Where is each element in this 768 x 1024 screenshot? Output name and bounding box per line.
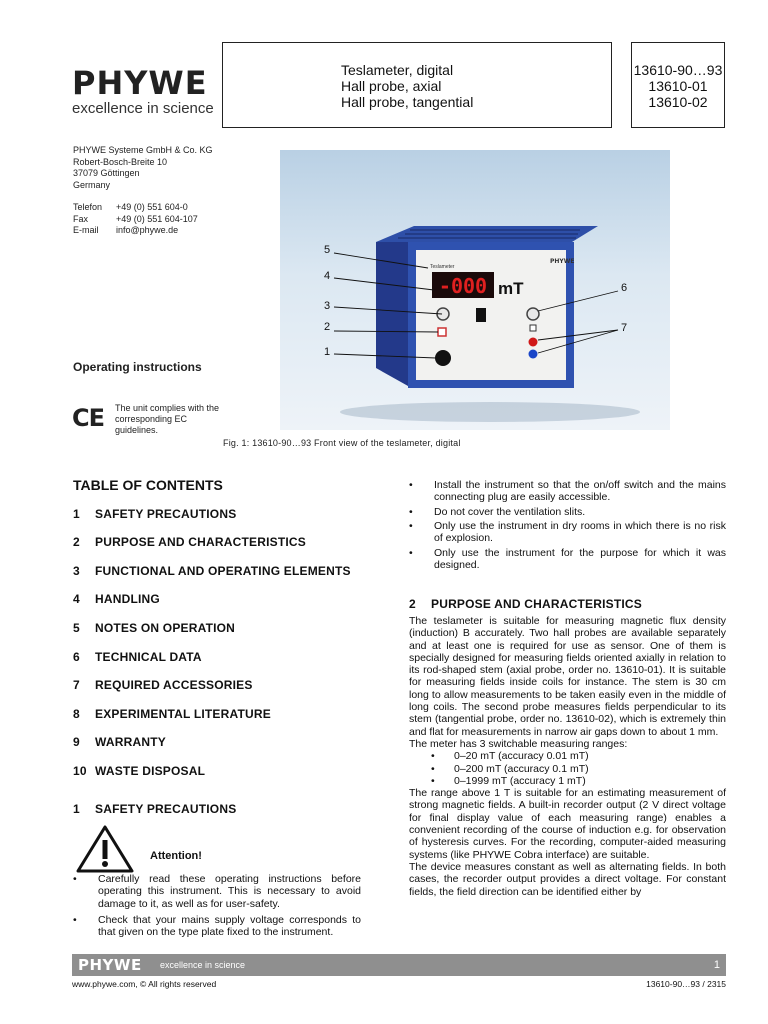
toc-item-label: NOTES ON OPERATION	[95, 621, 236, 635]
fax-label: Fax	[73, 213, 89, 224]
footer-doc-id: 13610-90…93 / 2315	[646, 979, 726, 989]
operating-instructions-label: Operating instructions	[73, 360, 202, 374]
country: Germany	[73, 179, 111, 190]
list-item: • 0–1999 mT (accuracy 1 mT)	[431, 774, 586, 787]
device-label: Teslameter	[430, 264, 455, 270]
device-brand: PHYWE	[550, 258, 575, 265]
range-item-2: 0–200 mT (accuracy 0.1 mT)	[454, 762, 589, 775]
figure-caption: Fig. 1: 13610-90…93 Front view of the teslameter, digital	[223, 438, 461, 448]
page-number: 1	[713, 959, 720, 971]
install-bullet-4: Only use the instrument for the purpose for which it was designed.	[434, 547, 726, 572]
install-bullet-2: Do not cover the ventilation slits.	[434, 506, 586, 518]
output-socket-blue	[529, 350, 538, 359]
output-socket-red	[529, 338, 538, 347]
toc-item-number: 5	[73, 621, 80, 635]
section-number: 2	[409, 597, 416, 611]
callout-5: 5	[324, 244, 331, 256]
title-line-2: Hall probe, axial	[341, 78, 442, 94]
device-photo	[280, 150, 670, 430]
section-heading-safety	[73, 802, 236, 816]
section-heading-purpose	[409, 597, 642, 611]
toc-item-10[interactable]	[73, 764, 205, 778]
toc-item-label: TECHNICAL DATA	[95, 650, 202, 664]
toc-item-1[interactable]	[73, 507, 236, 521]
order-number-2: 13610-01	[648, 78, 708, 94]
section-title: PURPOSE AND CHARACTERISTICS	[431, 597, 642, 611]
email-label: E-mail	[73, 225, 99, 235]
range-item-3: 0–1999 mT (accuracy 1 mT)	[454, 774, 586, 787]
fax-number: +49 (0) 551 604-107	[116, 213, 198, 224]
toc-item-label: HANDLING	[95, 592, 160, 606]
section-title: SAFETY PRECAUTIONS	[95, 802, 237, 816]
logo-wordmark: PHYWE	[72, 64, 208, 102]
list-item: • 0–200 mT (accuracy 0.1 mT)	[431, 762, 589, 775]
title-box	[222, 42, 612, 128]
title-line-1: Teslameter, digital	[341, 62, 454, 78]
warning-icon	[76, 825, 134, 878]
city: 37079 Göttingen	[73, 168, 140, 178]
toc-item-7[interactable]	[73, 678, 253, 692]
toc-item-label: EXPERIMENTAL LITERATURE	[95, 707, 271, 721]
display-unit: mT	[498, 279, 524, 298]
attention-label: Attention!	[150, 850, 202, 862]
toc-item-number: 7	[73, 678, 80, 692]
logo-tagline: excellence in science	[72, 100, 214, 117]
order-number-3: 13610-02	[648, 94, 708, 110]
section-number: 1	[73, 802, 80, 816]
footer-bar	[72, 954, 726, 976]
phone-number: +49 (0) 551 604-0	[116, 202, 188, 212]
toc-item-3[interactable]	[73, 564, 351, 578]
toc-item-number: 3	[73, 564, 80, 578]
toc-item-number: 1	[73, 507, 80, 521]
callout-1: 1	[324, 346, 331, 358]
street: Robert-Bosch-Breite 10	[73, 156, 168, 167]
ce-mark-icon: CE	[72, 404, 105, 432]
list-item: • Do not cover the ventilation slits.	[409, 506, 726, 518]
phone-label: Telefon	[73, 202, 103, 212]
callout-6: 6	[621, 282, 628, 294]
safety-bullet-2: Check that your mains supply voltage corresponds to that given on the type plate fixed to the instrument.	[98, 914, 361, 939]
toc-item-2[interactable]	[73, 535, 306, 549]
company-address	[73, 145, 213, 237]
install-bullet-3: Only use the instrument in dry rooms in which there is no risk of explosion.	[434, 520, 726, 545]
toc-item-label: SAFETY PRECAUTIONS	[95, 507, 237, 521]
footer-copyright[interactable]: www.phywe.com, © All rights reserved	[72, 979, 217, 989]
toc-item-label: FUNCTIONAL AND OPERATING ELEMENTS	[95, 564, 351, 578]
purpose-paragraph-2: The range above 1 T is suitable for an estimating measurement of strong magnetic fields. A built-in recorder output (2 V direct voltage for final display value of each measuring range) enables a convenient recording of the course of induction e.g. for observation of hysteresis curves. For the recording, computer-aided measuring systems (like PHYWE Cobra interface) are suitable.	[409, 787, 726, 861]
company-name: PHYWE Systeme GmbH & Co. KG	[73, 145, 213, 155]
email-address[interactable]: info@phywe.de	[116, 225, 179, 235]
toc-item-label: WASTE DISPOSAL	[95, 764, 206, 778]
toc-item-number: 4	[73, 592, 80, 606]
offset-knob	[527, 308, 539, 320]
display-readout: -000	[438, 274, 488, 298]
purpose-paragraph-3: The device measures constant as well as alternating fields. In both cases, the recorder output provides a direct voltage. For constant fields, the field direction can be identified either by	[409, 860, 726, 898]
callout-3: 3	[324, 300, 331, 312]
list-item: • Install the instrument so that the on/off switch and the mains connecting plug are easily accessible.	[409, 479, 726, 504]
title-line-3: Hall probe, tangential	[341, 94, 474, 110]
toc-item-label: WARRANTY	[95, 735, 166, 749]
phywe-logo	[72, 66, 222, 118]
footer-logo: PHYWE	[78, 956, 142, 974]
list-item: • Only use the instrument in dry rooms in which there is no risk of explosion.	[409, 520, 726, 545]
list-item: • Carefully read these operating instructions before operating this instrument. This is necessary to avoid damage to it, as well as for user-safety.	[73, 873, 361, 910]
toc-item-number: 2	[73, 535, 80, 549]
toc-item-8[interactable]	[73, 707, 271, 721]
ranges-intro: The meter has 3 switchable measuring ranges:	[409, 737, 628, 750]
toc-item-6[interactable]	[73, 650, 202, 664]
purpose-body	[409, 615, 726, 898]
power-switch	[435, 350, 451, 366]
purpose-paragraph-1: The teslameter is suitable for measuring magnetic flux density (induction) B accurately. Two hall probes are available separately and at least one is required for use as sensor. One of them is specially designed for measuring fields oriented axially in relation to its rod-shaped stem (axial probe, order no. 13610-01). It is suitable for measuring fields inside coils for instance. The stem is 30 cm long to allow measurements to be taken easily even in the middle of long coils. The second probe measures fields perpendicular to its stem (tangential probe, order no. 13610-02), which is extremely thin and flat for measurements in narrow air gaps down to about 1 mm.	[409, 615, 726, 738]
probe-socket	[438, 328, 446, 336]
footer-tagline: excellence in science	[160, 960, 246, 970]
toc-title: TABLE OF CONTENTS	[73, 477, 223, 493]
toc-item-number: 9	[73, 735, 80, 749]
order-number-1: 13610-90…93	[633, 62, 723, 78]
toc-item-label: REQUIRED ACCESSORIES	[95, 678, 253, 692]
teslameter-illustration	[280, 150, 670, 430]
toc-item-label: PURPOSE AND CHARACTERISTICS	[95, 535, 306, 549]
range-item-1: 0–20 mT (accuracy 0.01 mT)	[454, 750, 589, 763]
toc-item-5[interactable]	[73, 621, 235, 635]
list-item: • 0–20 mT (accuracy 0.01 mT)	[431, 750, 589, 763]
callout-7: 7	[621, 322, 628, 334]
order-number-box	[631, 42, 725, 128]
range-switch	[476, 308, 486, 322]
ce-compliance-text: The unit complies with the corresponding EC guidelines.	[115, 403, 220, 435]
safety-bullet-1: Carefully read these operating instructions before operating this instrument. This is necessary to avoid damage to it, as well as for user-safety.	[98, 873, 361, 910]
toc-item-number: 10	[73, 764, 87, 778]
toc-item-number: 8	[73, 707, 80, 721]
toc-item-9[interactable]	[73, 735, 166, 749]
install-bullet-1: Install the instrument so that the on/off switch and the mains connecting plug are easily accessible.	[434, 479, 726, 504]
list-item: • Check that your mains supply voltage corresponds to that given on the type plate fixed to the instrument.	[73, 914, 361, 939]
list-item: • Only use the instrument for the purpose for which it was designed.	[409, 547, 726, 572]
callout-4: 4	[324, 270, 331, 282]
callout-2: 2	[324, 321, 331, 333]
toc-item-number: 6	[73, 650, 80, 664]
toc-item-4[interactable]	[73, 592, 160, 606]
